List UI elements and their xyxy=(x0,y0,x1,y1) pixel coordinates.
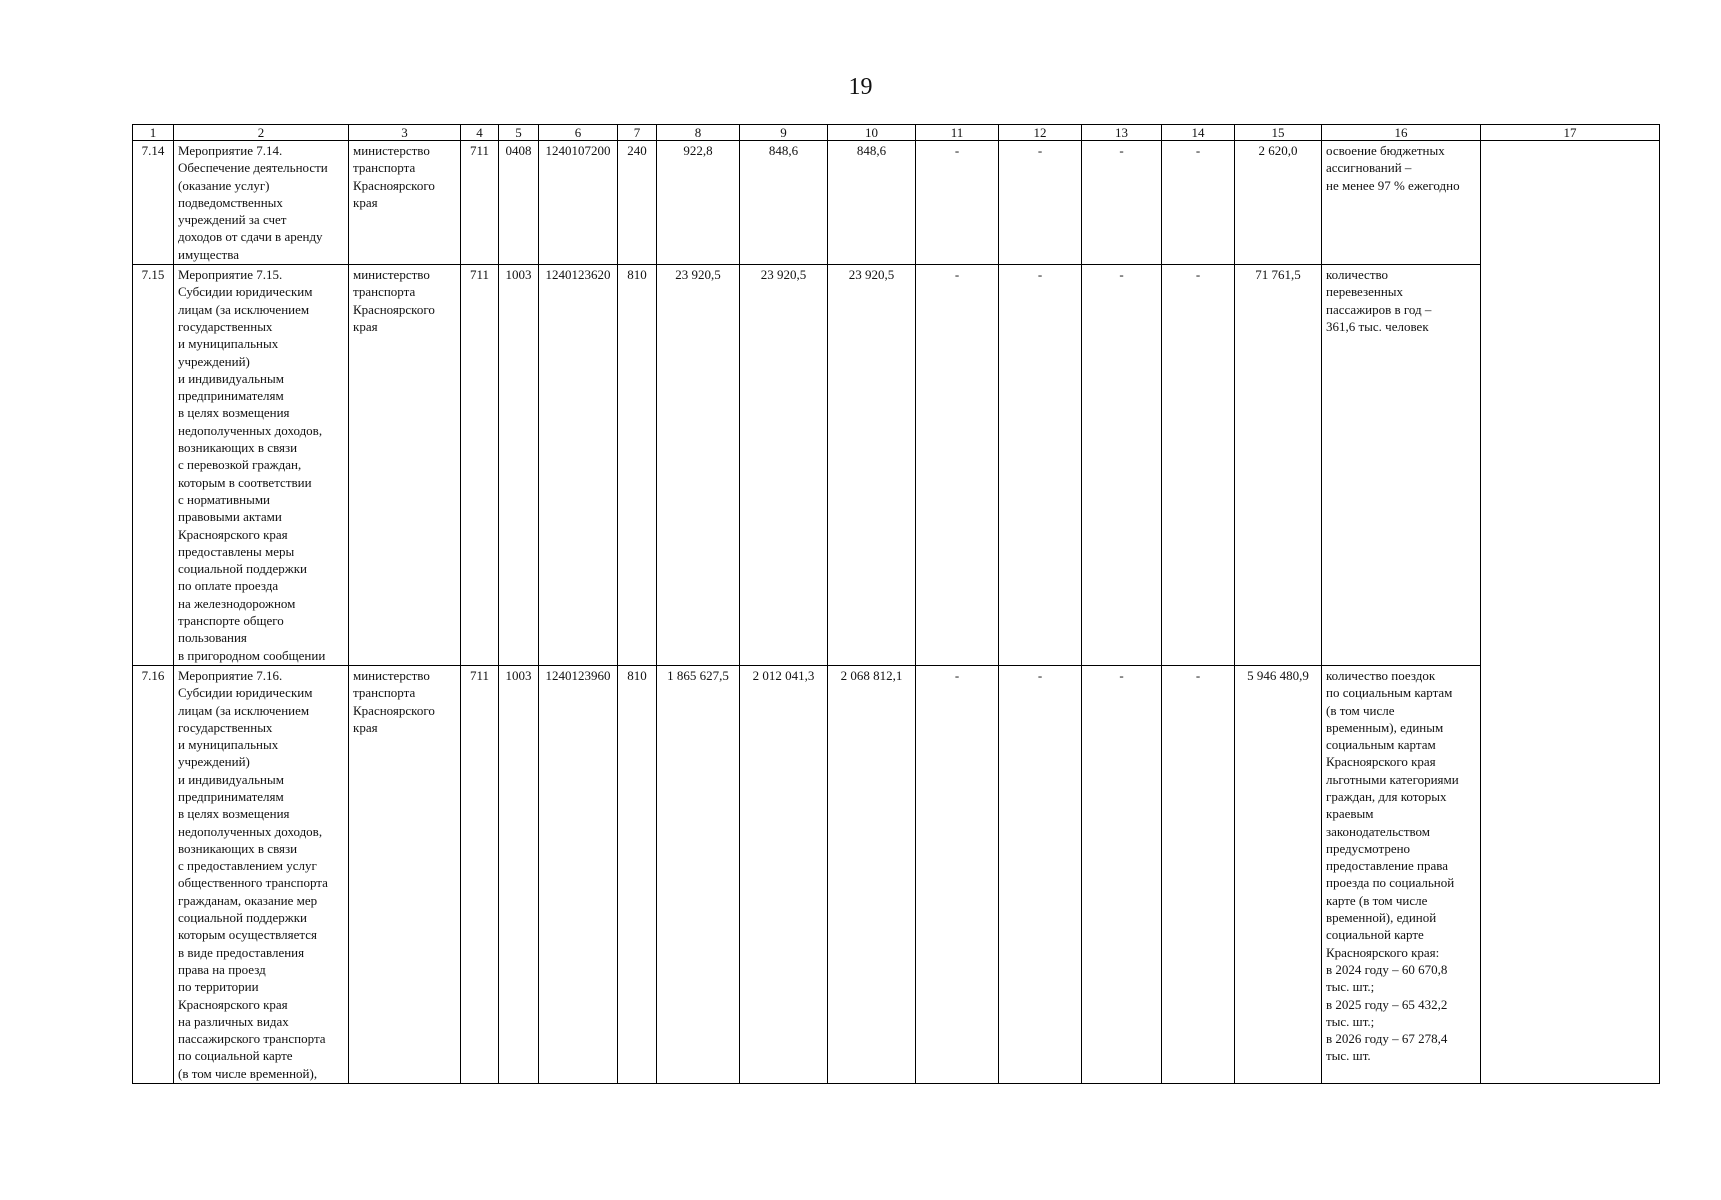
section-code: 0408 xyxy=(499,141,539,265)
empty-cell: - xyxy=(1082,141,1162,265)
section-code: 1003 xyxy=(499,665,539,1083)
budget-table xyxy=(132,124,1660,1084)
expected-result: количество перевезенных пассажиров в год – 361,6 тыс. человек xyxy=(1322,265,1481,666)
header-cell: 9 xyxy=(740,125,828,141)
header-cell: 8 xyxy=(657,125,740,141)
header-cell: 10 xyxy=(828,125,916,141)
amount-cell: 1 865 627,5 xyxy=(657,665,740,1083)
expense-type-code: 810 xyxy=(618,665,657,1083)
row-number: 7.14 xyxy=(133,141,174,265)
empty-cell: - xyxy=(1162,141,1235,265)
row-number: 7.15 xyxy=(133,265,174,666)
header-cell: 3 xyxy=(349,125,461,141)
table-row xyxy=(133,141,1660,265)
empty-cell: - xyxy=(1082,265,1162,666)
amount-cell: 23 920,5 xyxy=(828,265,916,666)
grbs-code: 711 xyxy=(461,265,499,666)
responsible-body: министерство транспорта Красноярского края xyxy=(349,665,461,1083)
column-17-cell xyxy=(1481,141,1660,1084)
header-cell: 4 xyxy=(461,125,499,141)
page-number: 19 xyxy=(848,74,873,100)
header-cell: 14 xyxy=(1162,125,1235,141)
header-cell: 13 xyxy=(1082,125,1162,141)
target-article-code: 1240123620 xyxy=(539,265,618,666)
measure-name: Мероприятие 7.15. Субсидии юридическим лицам (за исключением государственных и муниципальных учреждений) и индивидуальным предпринимателям в целях возмещения недополученных доходов, возникающих в связи с перевозкой граждан, которым в соответствии с нормативными правовыми актами Красноярского края предоставлены меры социальной поддержки по оплате проезда на железнодорожном транспорте общего пользования в пригородном сообщении xyxy=(174,265,349,666)
target-article-code: 1240107200 xyxy=(539,141,618,265)
header-cell: 16 xyxy=(1322,125,1481,141)
header-cell: 6 xyxy=(539,125,618,141)
expected-result: количество поездок по социальным картам (в том числе временным), единым социальным картам Красноярского края льготными категориями граждан, для которых краевым законодательством предусмотрено предоставление права проезда по социальной карте (в том числе временной), единой социальной карте Красноярского края: в 2024 году – 60 670,8 тыс. шт.; в 2025 году – 65 432,2 тыс. шт.; в 2026 году – 67 278,4 тыс. шт. xyxy=(1322,665,1481,1083)
measure-name: Мероприятие 7.14. Обеспечение деятельности (оказание услуг) подведомственных учреждений за счет доходов от сдачи в аренду имущества xyxy=(174,141,349,265)
header-cell: 12 xyxy=(999,125,1082,141)
amount-cell: 848,6 xyxy=(828,141,916,265)
total-amount: 71 761,5 xyxy=(1235,265,1322,666)
section-code: 1003 xyxy=(499,265,539,666)
row-number: 7.16 xyxy=(133,665,174,1083)
table-row xyxy=(133,665,1660,1083)
empty-cell: - xyxy=(1082,665,1162,1083)
empty-cell: - xyxy=(916,141,999,265)
header-cell: 2 xyxy=(174,125,349,141)
header-row xyxy=(133,125,1660,141)
responsible-body: министерство транспорта Красноярского края xyxy=(349,265,461,666)
header-cell: 17 xyxy=(1481,125,1660,141)
expense-type-code: 810 xyxy=(618,265,657,666)
header-cell: 7 xyxy=(618,125,657,141)
total-amount: 2 620,0 xyxy=(1235,141,1322,265)
empty-cell: - xyxy=(916,265,999,666)
header-cell: 11 xyxy=(916,125,999,141)
grbs-code: 711 xyxy=(461,665,499,1083)
amount-cell: 2 068 812,1 xyxy=(828,665,916,1083)
empty-cell: - xyxy=(999,141,1082,265)
amount-cell: 23 920,5 xyxy=(657,265,740,666)
amount-cell: 848,6 xyxy=(740,141,828,265)
grbs-code: 711 xyxy=(461,141,499,265)
empty-cell: - xyxy=(1162,665,1235,1083)
empty-cell: - xyxy=(999,265,1082,666)
expected-result: освоение бюджетных ассигнований – не менее 97 % ежегодно xyxy=(1322,141,1481,265)
empty-cell: - xyxy=(999,665,1082,1083)
header-cell: 1 xyxy=(133,125,174,141)
empty-cell: - xyxy=(1162,265,1235,666)
expense-type-code: 240 xyxy=(618,141,657,265)
table-row xyxy=(133,265,1660,666)
amount-cell: 922,8 xyxy=(657,141,740,265)
header-cell: 15 xyxy=(1235,125,1322,141)
total-amount: 5 946 480,9 xyxy=(1235,665,1322,1083)
amount-cell: 2 012 041,3 xyxy=(740,665,828,1083)
amount-cell: 23 920,5 xyxy=(740,265,828,666)
header-cell: 5 xyxy=(499,125,539,141)
measure-name: Мероприятие 7.16. Субсидии юридическим лицам (за исключением государственных и муниципальных учреждений) и индивидуальным предпринимателям в целях возмещения недополученных доходов, возникающих в связи с предоставлением услуг общественного транспорта гражданам, оказание мер социальной поддержки которым осуществляется в виде предоставления права на проезд по территории Красноярского края на различных видах пассажирского транспорта по социальной карте (в том числе временной), xyxy=(174,665,349,1083)
responsible-body: министерство транспорта Красноярского края xyxy=(349,141,461,265)
target-article-code: 1240123960 xyxy=(539,665,618,1083)
empty-cell: - xyxy=(916,665,999,1083)
